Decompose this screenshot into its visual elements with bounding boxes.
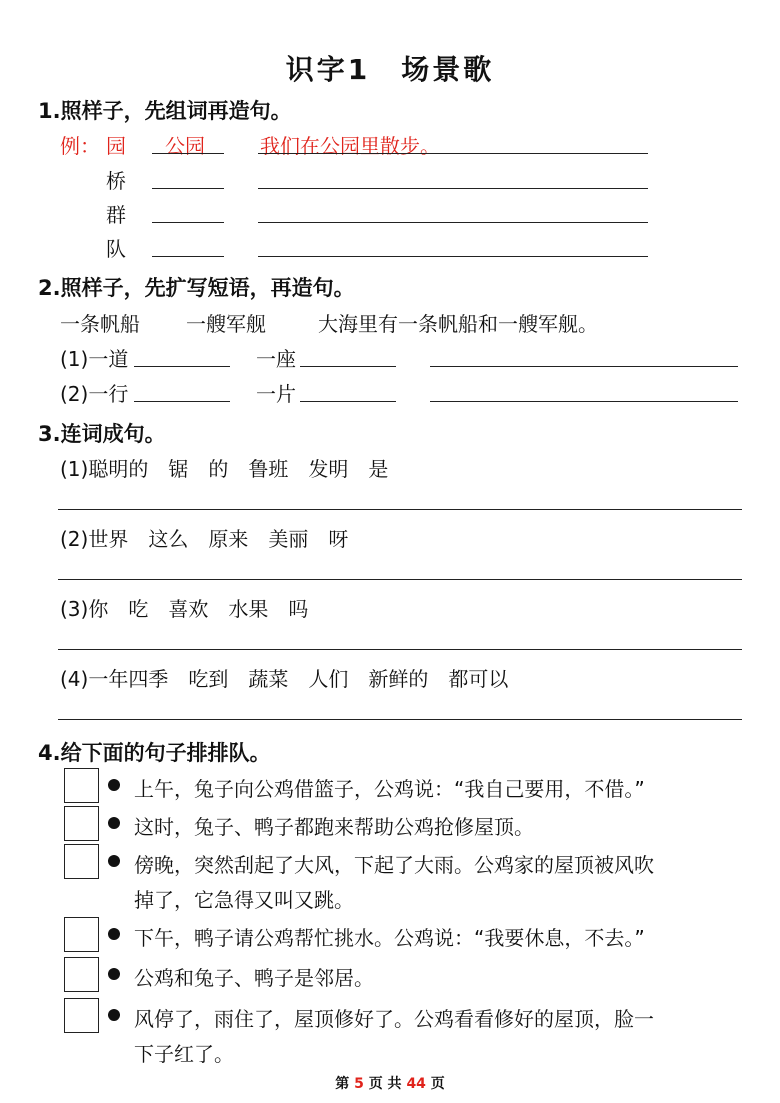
q2-example-sentence: 大海里有一条帆船和一艘军舰。 [318,312,598,336]
order-box-2[interactable] [64,806,99,841]
bullet-icon [108,855,120,867]
q3-item-1: (1)聪明的 锯 的 鲁班 发明 是 [60,457,389,481]
order-box-3[interactable] [64,844,99,879]
q1-word-blank-1[interactable] [152,188,224,189]
q4-sentence-3-line-1: 傍晚，突然刮起了大风，下起了大雨。公鸡家的屋顶被风吹 [134,853,654,877]
q1-example-sentence-line [258,153,648,154]
q1-sentence-blank-1[interactable] [258,188,648,189]
q2-example-phrase-1: 一条帆船 [60,312,140,336]
footer-page-number: 5 [354,1076,364,1092]
q1-sentence-blank-3[interactable] [258,256,648,257]
q4-heading: 4.给下面的句子排排队。 [38,741,271,765]
q1-word-blank-3[interactable] [152,256,224,257]
q3-answer-line-3[interactable] [58,649,742,650]
q3-answer-line-4[interactable] [58,719,742,720]
q2-example-phrase-2: 一艘军舰 [186,312,266,336]
footer-prefix: 第 [335,1076,350,1092]
q2-row2-sentence-blank[interactable] [430,401,738,402]
q1-word-blank-2[interactable] [152,222,224,223]
bullet-icon [108,817,120,829]
q2-row2-blank-b[interactable] [300,401,396,402]
q1-example-prefix: 例： [60,134,100,158]
q3-heading: 3.连词成句。 [38,422,166,446]
q4-sentence-6-line-2: 下子红了。 [134,1042,234,1066]
q1-sentence-blank-2[interactable] [258,222,648,223]
q1-char-3: 队 [106,237,126,261]
q1-heading: 1.照样子，先组词再造句。 [38,99,292,123]
bullet-icon [108,779,120,791]
q1-example-sentence: 我们在公园里散步。 [260,134,440,158]
q2-row2-label-a: (2)一行 [60,382,129,406]
footer-suffix: 页 [430,1076,445,1092]
q2-row1-sentence-blank[interactable] [430,366,738,367]
bullet-icon [108,928,120,940]
q1-example-word: 公园 [165,134,205,158]
q1-example-word-line [152,153,224,154]
q3-item-2: (2)世界 这么 原来 美丽 呀 [60,527,349,551]
order-box-5[interactable] [64,957,99,992]
q2-heading: 2.照样子，先扩写短语，再造句。 [38,276,355,300]
q2-row1-blank-a[interactable] [134,366,230,367]
order-box-4[interactable] [64,917,99,952]
footer-mid: 页 共 [368,1076,402,1092]
q3-answer-line-1[interactable] [58,509,742,510]
q2-row1-blank-b[interactable] [300,366,396,367]
q4-sentence-3-line-2: 掉了，它急得又叫又跳。 [134,888,354,912]
bullet-icon [108,1009,120,1021]
q2-row1-label-b: 一座 [256,347,296,371]
q1-example-char: 园 [106,134,126,158]
q3-item-4: (4)一年四季 吃到 蔬菜 人们 新鲜的 都可以 [60,667,509,691]
q2-row1-label-a: (1)一道 [60,347,129,371]
order-box-6[interactable] [64,998,99,1033]
q4-sentence-6-line-1: 风停了，雨住了，屋顶修好了。公鸡看看修好的屋顶，脸一 [134,1007,654,1031]
q4-sentence-2: 这时，兔子、鸭子都跑来帮助公鸡抢修屋顶。 [134,815,534,839]
page-title: 识字1 场景歌 [285,53,495,86]
q2-row2-blank-a[interactable] [134,401,230,402]
q4-sentence-1: 上午，兔子向公鸡借篮子，公鸡说：“我自己要用，不借。” [134,777,645,801]
q2-row2-label-b: 一片 [256,382,296,406]
q3-item-3: (3)你 吃 喜欢 水果 吗 [60,597,309,621]
footer-total-pages: 44 [406,1076,426,1092]
order-box-1[interactable] [64,768,99,803]
q4-sentence-4: 下午，鸭子请公鸡帮忙挑水。公鸡说：“我要休息，不去。” [134,926,645,950]
q1-char-2: 群 [106,203,126,227]
bullet-icon [108,968,120,980]
q1-char-1: 桥 [106,169,126,193]
q4-sentence-5: 公鸡和兔子、鸭子是邻居。 [134,966,374,990]
page-footer [0,1073,780,1093]
q3-answer-line-2[interactable] [58,579,742,580]
